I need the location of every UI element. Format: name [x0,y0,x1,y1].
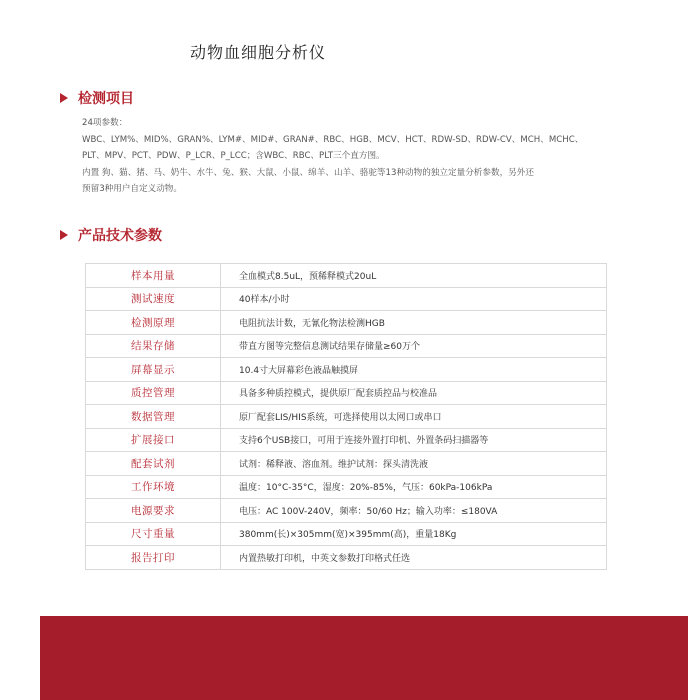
table-row [86,381,607,405]
spec-value: 带直方图等完整信息测试结果存储量≥60万个 [221,334,607,358]
table-row [86,546,607,570]
spec-value: 电压：AC 100V-240V，频率：50/60 Hz；输入功率：≤180VA [221,499,607,523]
spec-value: 试剂：稀释液、溶血剂。维护试剂：探头清洗液 [221,452,607,476]
spec-value: 温度：10°C-35°C，湿度：20%-85%，气压：60kPa-106kPa [221,475,607,499]
triangle-bullet-icon [60,93,68,103]
spec-value: 全血模式8.5uL，预稀释模式20uL [221,264,607,288]
detection-line: 24项参数： [82,118,128,128]
spec-value: 原厂配套LIS/HIS系统，可选择使用以太网口或串口 [221,405,607,429]
table-row [86,499,607,523]
spec-label: 结果存储 [86,334,221,358]
spec-label: 检测原理 [86,311,221,335]
spec-value: 10.4寸大屏幕彩色液晶触摸屏 [221,358,607,382]
table-row [86,405,607,429]
spec-value: 支持6个USB接口，可用于连接外置打印机、外置条码扫描器等 [221,428,607,452]
spec-label: 数据管理 [86,405,221,429]
detection-description [82,115,612,198]
section-heading-detection [60,88,134,108]
page-title: 动物血细胞分析仪 [189,43,326,62]
table-row [86,475,607,499]
section-heading-specs [60,225,162,245]
spec-value: 40样本/小时 [221,287,607,311]
spec-label: 扩展接口 [86,428,221,452]
spec-value: 电阻抗法计数，无氰化物法检测HGB [221,311,607,335]
table-row [86,428,607,452]
section-heading-text: 检测项目 [78,91,134,107]
table-row [86,287,607,311]
spec-label: 报告打印 [86,546,221,570]
spec-value: 内置热敏打印机，中英文参数打印格式任选 [221,546,607,570]
detection-line: WBC、LYM%、MID%、GRAN%、LYM#、MID#、GRAN#、RBC、HGB、MCV、HCT、RDW-SD、RDW-CV、MCH、MCHC、 [82,134,584,145]
spec-label: 工作环境 [86,475,221,499]
spec-label: 尺寸重量 [86,522,221,546]
table-row [86,264,607,288]
section-heading-text: 产品技术参数 [78,228,162,244]
spec-label: 测试速度 [86,287,221,311]
detection-line: PLT、MPV、PCT、PDW、P_LCR、P_LCC；含WBC、RBC、PLT三个直方图。 [82,151,385,161]
spec-label: 质控管理 [86,381,221,405]
detection-line: 预留3种用户自定义动物。 [82,184,182,194]
spec-label: 电源要求 [86,499,221,523]
spec-value: 380mm(长)×305mm(宽)×395mm(高)，重量18Kg [221,522,607,546]
spec-label: 屏幕显示 [86,358,221,382]
table-row [86,311,607,335]
detection-line: 内置 狗、猫、猪、马、奶牛、水牛、兔、猴、大鼠、小鼠、绵羊、山羊、骆驼等13种动物的独立定量分析参数，另外还 [82,167,534,178]
table-row [86,452,607,476]
table-row [86,358,607,382]
spec-table [85,263,607,570]
table-row [86,334,607,358]
triangle-bullet-icon [60,230,68,240]
spec-label: 配套试剂 [86,452,221,476]
spec-value: 具备多种质控模式，提供原厂配套质控品与校准品 [221,381,607,405]
footer-band [40,616,688,700]
spec-label: 样本用量 [86,264,221,288]
table-row [86,522,607,546]
